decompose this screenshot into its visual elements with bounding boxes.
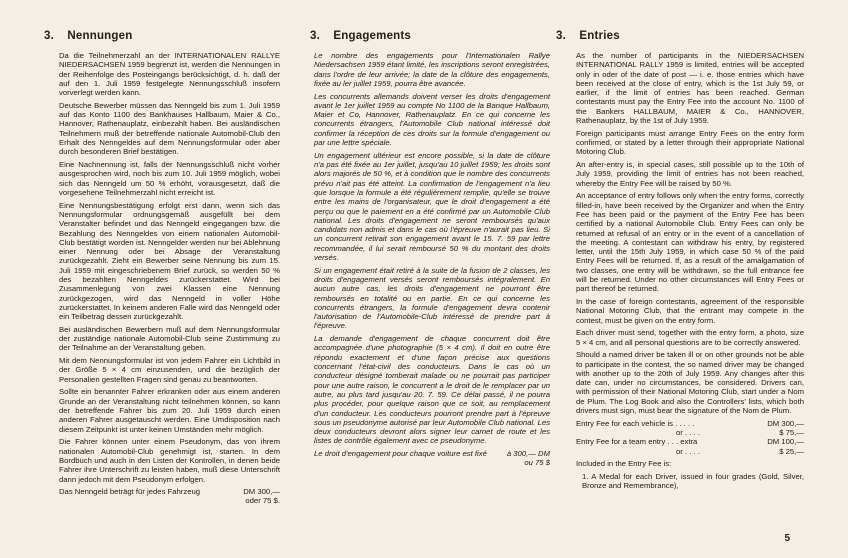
fee-amount: [243, 487, 280, 506]
fee-amount-dm: DM 300,—: [243, 487, 280, 497]
paragraph: La demande d'engagement de chaque concurrent doit être accompagnée d'une photographie (5 × 4 cm). Il doit en outre être répondu exactement et d'une façon précise aux questions concernant l'état-civil des conducteurs. Dans le cas où un conducteur désigné tomberait malade ou ne pourrait pas participer pour une autre raison, le concurrent a le droit de le remplacer par un autre, au plus tard jusqu'au 20. 7. 59. Ce délai passé, il ne pourra plus procéder, pour quelque raison que ce soit, au remplacement d'un conducteur. Les conducteurs pourront prendre part à l'épreuve sous un pseudonyme autorisé par leur Automobile Club national. Les deux conducteurs devront alors signer leur carnet de route et les listes de contrôle également avec ce pseudonyme.: [314, 334, 550, 446]
fee-amount: DM 300,—: [767, 418, 804, 428]
paragraph: Les concurrents allemands doivent verser les droits d'engagement avant le 1er juillet 1959 au compte No 1100 de la Banque Hallbaum, Maier et Co, Hannover, Rathenauplatz. En ce qui concerne les concurrents étrangers, l'Automobile Club national intéressé doit confirmer la réception de ces droits sur la formule d'engagement ou par une lettre spéciale.: [314, 91, 550, 148]
section-french: [310, 30, 550, 468]
fee-label: Entry Fee for each vehicle is . . . . .: [576, 418, 695, 428]
paragraph: As the number of participants in the NIEDERSACHSEN INTERNATIONAL RALLY 1959 is limited, entries will be accepted only in oder of the date of post — i. e. those entries which have been received at the close of entry, which is the 1st July 59, or earlier, if the limit of entries has been reached. German contestants must pay the Entry Fee into the account No. 1100 of the Bankers HALLBAUM, MAIER & Co., HANNOVER, Rathenauplatz, by the 1st of July 1959.: [576, 51, 804, 126]
paragraph: Mit dem Nennungsformular ist von jedem Fahrer ein Lichtbild in der Größe 5 × 4 cm einzusenden, und die bezüglich der Personalien gestellten Fragen sind genau zu beantworten.: [59, 356, 280, 384]
page-number: 5: [784, 533, 790, 544]
paragraph: An after-entry is, in special cases, still possible up to the 10th of July 1959, providing the limit of entries has not been reached, whereby the Entry Fee will be raised by 50 %.: [576, 160, 804, 188]
section-body: [314, 51, 550, 468]
fee-row: [576, 447, 804, 456]
included-heading: Included in the Entry Fee is:: [576, 458, 672, 468]
paragraph: Eine Nachnennung ist, falls der Nennungsschluß nicht vorher ausgesprochen wird, noch bis zum 10. Juli 1959 möglich, wobei sich das Nenngeld um 50 % erhöht, vorausgesetzt, daß die vorgesehene Teilnehmerzahl nicht erreicht ist.: [59, 160, 280, 197]
paragraph: Si un engagement était retiré à la suite de la fusion de 2 classes, les droits d'engagement versés seront remboursés intégralement. En aucun autre cas, les droits d'engagement ne pourront être remboursés en totalité ou en partie. En ce qui concerne les concurrents étrangers, la formule d'engagement devra contenir l'autorisation de l'Automobile-Club intéressé de prendre part à l'épreuve.: [314, 265, 550, 331]
fee-label: or . . . .: [676, 446, 700, 456]
entry-fee-line: [59, 487, 280, 506]
section-number: 3.: [556, 30, 566, 42]
fee-amount-dm: à 300,— DM: [506, 449, 550, 459]
fee-row: [576, 437, 804, 446]
fee-amount: [507, 449, 550, 468]
section-title: Entries: [579, 30, 620, 42]
section-heading: [310, 30, 550, 42]
paragraph: Da die Teilnehmerzahl an der INTERNATIONALEN RALLYE NIEDERSACHSEN 1959 begrenzt ist, werden die Nennungen in der Reihenfolge des Posteingangs berücksichtigt, d. h. daß der auf den 1. Juli 1959 festgelegte Nennungsschluß insofern vorverlegt werden kann.: [59, 51, 280, 98]
section-number: 3.: [44, 30, 54, 42]
fee-label: Entry Fee for a team entry . . . extra: [576, 437, 698, 447]
fee-amount-usd: ou 75 $: [524, 458, 550, 468]
section-title: Engagements: [333, 30, 412, 42]
section-english: [556, 30, 804, 494]
fee-row: [576, 428, 804, 437]
included-item: 1. A Medal for each Driver, issued in four grades (Gold, Silver, Bronze and Remembrance),: [582, 471, 804, 490]
section-body: [59, 51, 280, 506]
paragraph: Sollte ein benannter Fahrer erkranken oder aus einem anderen Grunde an der Veranstaltung nicht teilnehmen können, so kann der betreffende Fahrer bis zum 20. Juli 1959 durch einen anderen Fahrer ausgetauscht werden. Eine Umdisposition nach diesem Zeitpunkt ist unter keinen Umständen mehr möglich.: [59, 387, 280, 434]
fee-amount-usd: oder 75 $.: [245, 496, 280, 506]
fee-amount: $ 75,—: [779, 428, 804, 438]
entry-fee-line: [314, 449, 550, 468]
fee-amount: DM 100,—: [767, 437, 804, 447]
section-heading: [556, 30, 804, 42]
paragraph: Un engagement ultérieur est encore possible, si la date de clôture n'a pas été fixée au 1er juillet, jusqu'au 10 juillet 1959; les droits sont alors majorés de 50 %, et à condition que le nombre des concurrents prévu n'ait pas été atteint. La confirmation de l'engagement n'a lieu que lorsque la formule a été régulièrement remplie, qu'elle se trouve entre les mains de l'organisateur, que le droit d'engagement a été perçu ou que le paiement en a été confirmé par un Automobile Club national. Les droits d'engagement ne seront remboursés qu'aux candidats non admis et dans le cas où l'épreuve n'aurait pas lieu. Si un concurrent retirait son engagement avant le 15. 7. 59 par lettre recommandée, il lui serait remboursé 50 % du montant des droits versés.: [314, 150, 550, 263]
paragraph: Die Fahrer können unter einem Pseudonym, das von ihrem nationalen Automobil-Club genehmigt ist, starten. In dem Bordbuch und auch in den Listen der Kontrollen, in denen beide Fahrer ihre Unterschrift zu leisten haben, muß diese Unterschrift dann jedoch mit dem Pseudonym erfolgen.: [59, 437, 280, 484]
paragraph: An acceptance of entry follows only when the entry forms, correctly filled-in, have been received by the Organizer and when the Entry Fee has been paid or the payment of the Entry Fee has been certified by a national Automobile Club. Entry Fees can only be returned at refusal of an entry or in the event of a cancellation of the meeting. A contestant can withdraw his entry, by registered letter, until the 15th July 1959, in which case 50 % of the paid Entry Fees will be returned. If, as a result of the amalgamation of two classes, one entry will be withdrawn, so the full entrance fee will be returned. Under no other circumstances will Entry Fees or part thereof be returned.: [576, 191, 804, 294]
paragraph: Le nombre des engagements pour l'Internationalen Rallye Niedersachsen 1959 étant limité, les inscriptions seront enregistrées, dans l'ordre de leur arrivée; la date de la clôture des engagements, fixée au ler juillet 1959, pourra être avancée.: [314, 51, 550, 88]
paragraph: In the case of foreign contestants, agreement of the responsible National Motoring Club, that the entrant may compete in the contest, must be given on the entry form.: [576, 296, 804, 325]
paragraph: Deutsche Bewerber müssen das Nenngeld bis zum 1. Juli 1959 auf das Konto 1100 des Bankhauses Hallbaum, Maier & Co., Hannover, Rathenauplatz, einbezahlt haben. Bei ausländischen Teilnehmern muß der betreffende nationale Automobil-Club den Erhalt des Nenngeldes auf dem Nennungsformular oder aber durch besonderen Brief bestätigen.: [59, 100, 280, 157]
section-title: Nennungen: [67, 30, 133, 42]
paragraph: Each driver must send, together with the entry form, a photo, size 5 × 4 cm, and all personal questions are to be correctly answered.: [576, 328, 804, 347]
fee-row: [576, 419, 804, 428]
paragraph: Eine Nennungsbestätigung erfolgt erst dann, wenn sich das Nennungsformular ordnungsgemäß ausgefüllt bei dem Veranstalter befindet und das Nenngeld eingegangen bzw. die Bezahlung des Nenngeldes von einem nationalen Automobil-Club bestätigt worden ist. Nenngelder werden nur bei Ablehnung einer Nennung oder bei Absage der Veranstaltung zurückgezahlt. Zieht ein Bewerber seine Nennung bis zum 15. Juli 1959 mit eingeschriebenem Brief zurück, so werden 50 % des bezahlten Nenngeldes zurückerstattet. Wird bei Zusammenlegung von zwei Klassen eine Nennung zurückgezogen, wird das Nenngeld in voller Höhe zurückerstattet. In keinem anderen Falle wird das Nenngeld oder ein Teilbetrag dessen zurückgezahlt.: [59, 200, 280, 322]
fee-label: Le droit d'engagement pour chaque voiture est fixé: [314, 449, 487, 459]
fee-label: or . . . .: [676, 428, 700, 438]
section-german: [44, 30, 280, 506]
paragraph: Bei ausländischen Bewerbern muß auf dem Nennungsformular der zuständige nationale Automobil-Club seine Zustimmung zu der Teilnahme an der Veranstaltung geben.: [59, 324, 280, 353]
paragraph: Should a named driver be taken ill or on other grounds not be able to participate in the contest, the so named driver may be changed with another up to the 20th of July 1959. Any changes after this date can, under no circumstances, be considered. Drivers can, with permission of their National Motoring Club, start under a Nom de Plum. The Log Book and also the Controllers' lists, which both drivers must sign, must bear the signature of the Nom de Plum.: [576, 350, 804, 416]
paragraph: Foreign participants must arrange Entry Fees on the entry form confirmed, or stated by a letter through their appropriate National Motoring Club.: [576, 128, 804, 157]
fee-amount: $ 25,—: [779, 446, 804, 456]
fee-label: Das Nenngeld beträgt für jedes Fahrzeug: [59, 487, 201, 497]
section-heading: [44, 30, 280, 42]
section-body: [576, 51, 804, 490]
section-number: 3.: [310, 30, 320, 42]
